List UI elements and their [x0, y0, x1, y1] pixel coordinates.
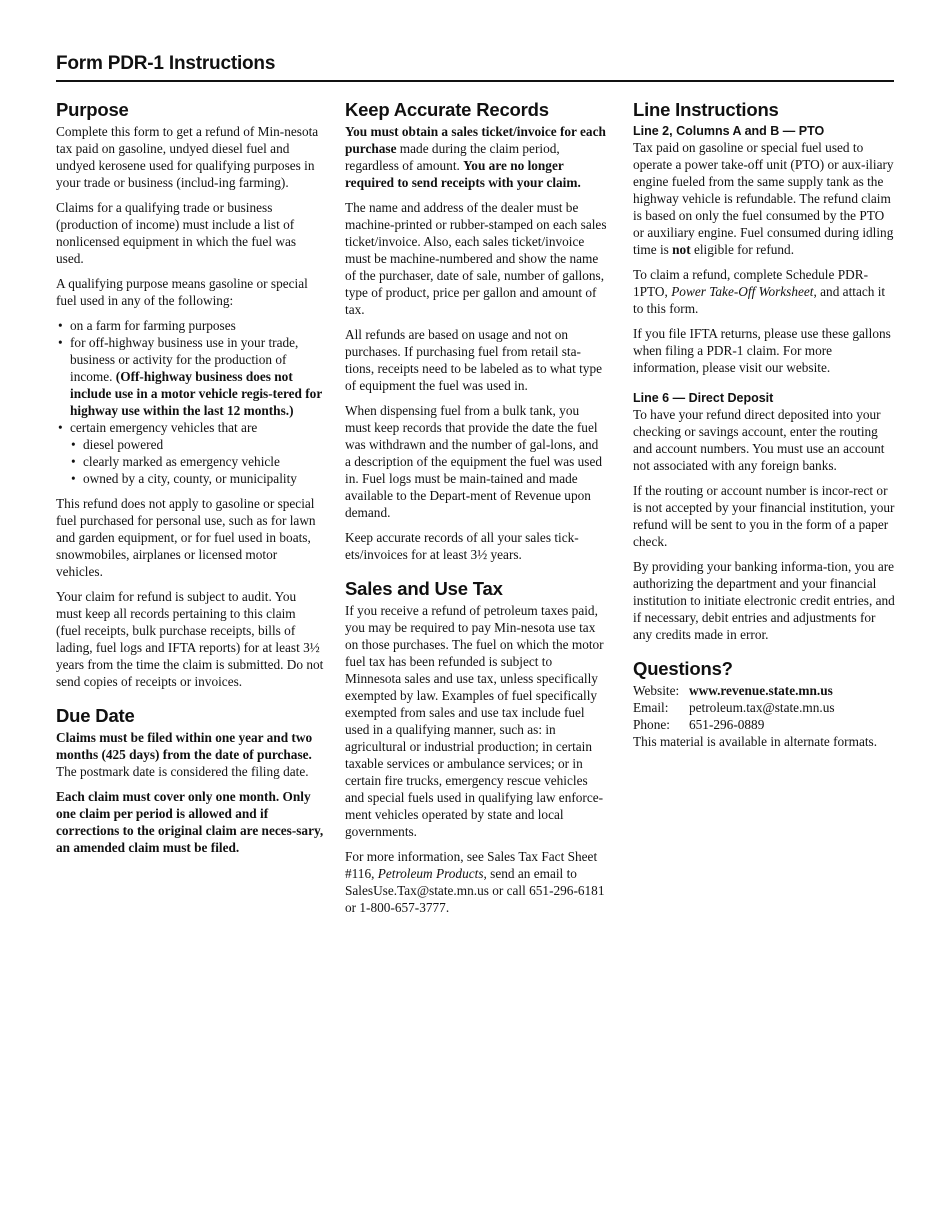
- list-item: [70, 334, 324, 419]
- sales-tax-paragraph-2: [345, 848, 607, 916]
- purpose-paragraph-4: This refund does not apply to gasoline or special fuel purchased for personal use, such as for lawn and garden equipment, or for fuel used in boats, snowmobiles, airplanes or licensed motor vehicles.: [56, 496, 316, 579]
- records-bold-text: You are no longer required to send receipts with your claim.: [345, 158, 581, 190]
- records-paragraph-1: [345, 123, 607, 191]
- page-header: [56, 52, 894, 82]
- records-bold-text: You must obtain a sales ticket/invoice for each purchase: [345, 124, 606, 156]
- line-6-paragraph-2: If the routing or account number is incor-rect or is not accepted by your financial institution, your refund will be sent to you in the form of a paper check.: [633, 483, 895, 549]
- line-2-bold-text: not: [672, 242, 691, 257]
- due-date-text: The postmark date is considered the filing date.: [56, 764, 309, 779]
- purpose-paragraph-3: A qualifying purpose means gasoline or special fuel used in any of the following:: [56, 276, 308, 308]
- questions-heading: Questions?: [633, 658, 733, 679]
- line-2-paragraph-2: [633, 266, 895, 317]
- line-2-text: To claim a refund, complete Schedule PDR-1PTO,: [633, 267, 869, 299]
- purpose-paragraph-1: Complete this form to get a refund of Min-nesota tax paid on gasoline, undyed diesel fuel and undyed kerosene used for qualifying purposes in your trade or business (includ-ing farming).: [56, 124, 319, 190]
- line-2-italic-text: Power Take-Off Worksheet: [671, 284, 814, 299]
- purpose-heading: Purpose: [56, 99, 129, 120]
- list-item-bold-text: (Off-highway business does not include use in a motor vehicle regis-tered for highway use within the last 12 months.): [70, 369, 322, 418]
- due-date-heading: Due Date: [56, 705, 135, 726]
- page-title: Form PDR-1 Instructions: [56, 53, 276, 74]
- line-6-paragraph-3: By providing your banking informa-tion, you are authorizing the department and your financial institution to initiate electronic credit entries, and if necessary, debit entries and adjustments for any credits made in error.: [633, 559, 895, 642]
- phone-row: [633, 716, 895, 733]
- qualifying-purpose-list: [56, 317, 324, 487]
- column-1: [56, 98, 324, 870]
- website-label: Website:: [633, 683, 680, 698]
- due-date-bold-text: Claims must be filed within one year and two months (425 days) from the date of purchase.: [56, 730, 313, 762]
- list-item-text: certain emergency vehicles that are: [70, 420, 258, 435]
- sales-tax-text: For more information, see Sales Tax Fact Sheet #116,: [345, 849, 598, 881]
- purpose-section: [56, 98, 324, 690]
- records-text: made during the claim period, regardless of amount.: [345, 141, 560, 173]
- document-page: [56, 0, 894, 1230]
- column-3: [633, 98, 895, 764]
- line-instructions-heading: Line Instructions: [633, 99, 779, 120]
- email-label: Email:: [633, 700, 669, 715]
- line-6-paragraph-1: To have your refund direct deposited into your checking or savings account, enter the routing and account numbers. You must use an account not associated with any foreign banks.: [633, 407, 885, 473]
- sales-tax-heading: Sales and Use Tax: [345, 578, 503, 599]
- website-row: [633, 682, 895, 699]
- records-section: [345, 98, 607, 563]
- sublist-item: • owned by a city, county, or municipality: [83, 470, 324, 487]
- questions-section: [633, 657, 895, 750]
- records-paragraph-4: When dispensing fuel from a bulk tank, you must keep records that provide the date the fuel was withdrawn and the number of gal-lons, and a description of the equipment the fuel was used in. Fuel logs must be main-tained and made available to the Depart-ment of Revenue upon demand.: [345, 403, 602, 520]
- sales-tax-italic-text: Petroleum Products: [377, 866, 484, 881]
- sublist-item: • clearly marked as emergency vehicle: [83, 453, 324, 470]
- line-2-paragraph-3: If you file IFTA returns, please use these gallons when filing a PDR-1 claim. For more information, please visit our website.: [633, 326, 891, 375]
- records-paragraph-2: The name and address of the dealer must be machine-printed or rubber-stamped on each sales ticket/invoice. Also, each sales ticket/invoice must be machine-numbered and show the name of the purchaser, date of sale, number of gallons, type of product, price per gallon and amount of tax.: [345, 200, 607, 317]
- column-2: [345, 98, 607, 930]
- list-item-text: for off-highway business use in your trade, business or activity for the production of income.: [70, 335, 299, 384]
- alternate-formats-note: This material is available in alternate formats.: [633, 734, 878, 749]
- website-link[interactable]: www.revenue.state.mn.us: [689, 683, 833, 698]
- purpose-paragraph-5: Your claim for refund is subject to audit. You must keep all records pertaining to this claim (fuel receipts, bulk purchase receipts, bills of lading, fuel logs and IFTA reports) for at least 3½ years from the time the claim is submitted. Do not send copies of receipts or invoices.: [56, 589, 324, 689]
- phone-label: Phone:: [633, 717, 670, 732]
- phone-number: 651-296-0889: [689, 717, 765, 732]
- email-link[interactable]: petroleum.tax@state.mn.us: [689, 700, 835, 715]
- line-2-text: eligible for refund.: [690, 242, 795, 257]
- email-row: [633, 699, 895, 716]
- line-2-text: Tax paid on gasoline or special fuel used to operate a power take-off unit (PTO) or aux-iliary engine fueled from the same supply tank as the highway vehicle is refundable. The refund claim is based on only the fuel consumed by the PTO or auxiliary engine. Fuel consumed during idling time is: [633, 140, 894, 257]
- list-item: • on a farm for farming purposes: [70, 317, 324, 334]
- sales-tax-section: [345, 577, 607, 916]
- purpose-paragraph-2: Claims for a qualifying trade or business (production of income) must include a list of nonlicensed equipment in which the fuel was used.: [56, 200, 297, 266]
- line-2-heading: Line 2, Columns A and B — PTO: [633, 124, 825, 138]
- sublist-item: • diesel powered: [83, 436, 324, 453]
- due-date-paragraph-1: [56, 729, 324, 780]
- records-heading: Keep Accurate Records: [345, 99, 549, 120]
- line-2-paragraph-1: [633, 139, 895, 258]
- due-date-section: [56, 704, 324, 856]
- line-6-heading: Line 6 — Direct Deposit: [633, 391, 774, 405]
- line-instructions-section: [633, 98, 895, 643]
- list-item: [70, 419, 324, 487]
- sales-tax-paragraph-1: If you receive a refund of petroleum taxes paid, you may be required to pay Min-nesota use tax on those purchases. The fuel on which the motor fuel tax has been refunded is subject to Minnesota sales and use tax, unless specifically exempted by law. Examples of fuel specifically exempted from sales and use tax include fuel used in a qualifying manner, such as: in agricultural or industrial production; in certain taxable services or ambulance services; or in certain fire trucks, emergency rescue vehicles and special fuels used in qualifying law enforce-ment vehicles operated by state and local governments.: [345, 603, 604, 839]
- records-paragraph-3: All refunds are based on usage and not on purchases. If purchasing fuel from retail sta-tions, receipts need to be labeled as to what type of equipment the fuel was used in.: [345, 327, 602, 393]
- due-date-paragraph-2: Each claim must cover only one month. Only one claim per period is allowed and if corrections to the original claim are neces-sary, an amended claim must be filed.: [56, 789, 324, 855]
- records-paragraph-5: Keep accurate records of all your sales tick-ets/invoices for at least 3½ years.: [345, 530, 579, 562]
- line-2-text: , and attach it to this form.: [633, 284, 886, 316]
- sales-tax-text: , send an email to SalesUse.Tax@state.mn.us or call 651-296-6181 or 1-800-657-3777.: [345, 866, 605, 915]
- emergency-vehicle-sublist: [70, 436, 324, 487]
